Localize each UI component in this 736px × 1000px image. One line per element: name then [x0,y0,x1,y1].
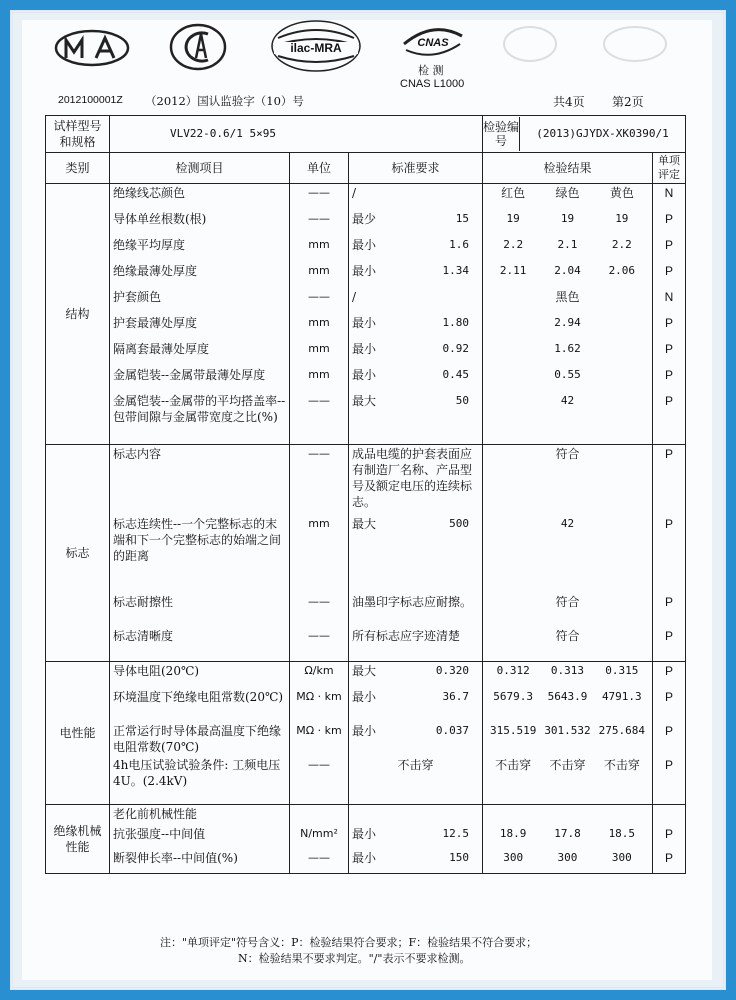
result-cell [483,288,653,314]
result-cell [483,756,653,805]
result-value: 18.5 [608,827,636,840]
eval-cell: P [653,688,686,722]
col-requirement: 标准要求 [349,153,483,184]
result-cell [483,184,653,211]
eval-cell: P [653,825,686,849]
approval-number: （2012）国认监验字（10）号 [145,94,304,108]
requirement-text: 最大 [352,664,377,678]
requirement-text: 油墨印字标志应耐擦。 [352,595,473,609]
column-header-row [46,153,686,184]
requirement-value: 50 [455,394,469,407]
requirement-text: 成品电缆的护套表面应有制造厂名称、产品型号及额定电压的连续标志。 [352,447,473,509]
result-cell [483,593,653,627]
requirement-text: 最大 [352,394,377,408]
result-value: 42 [560,517,575,530]
requirement-cell [349,627,483,662]
col-item: 检测项目 [110,153,290,184]
result-value: 19 [615,212,629,225]
test-item: 金属铠装--金属带最薄处厚度 [110,366,290,392]
result-value: 5679.3 [493,690,534,703]
table-row [46,515,686,593]
result-value: 2.11 [499,264,527,277]
result-cell [483,662,653,689]
cnas-caption: 检 测 [418,64,444,77]
eval-cell: P [653,210,686,236]
unit-cell: MΩ · km [290,722,349,756]
unit-cell: N/mm² [290,825,349,849]
result-cell [483,392,653,445]
result-cell [483,210,653,236]
requirement-cell [349,722,483,756]
requirement-cell [349,662,483,689]
requirement-cell [349,805,483,826]
requirement-cell [349,688,483,722]
faded-logo-icon [500,24,560,64]
requirement-value: 0.037 [435,724,469,737]
requirement-value: 500 [449,517,469,530]
test-item: 老化前机械性能 [110,805,290,826]
sample-label: 试样型号和规格 [46,116,110,153]
result-value: 300 [557,851,578,864]
test-item: 环境温度下绝缘电阻常数(20℃) [110,688,290,722]
cal-logo-icon [168,22,228,72]
unit-cell: mm [290,366,349,392]
result-value: 不击穿 [549,758,586,772]
requirement-cell [349,288,483,314]
test-item: 护套最薄处厚度 [110,314,290,340]
report-number: 2012100001Z [58,94,123,106]
faded-logo-icon [600,24,670,64]
result-cell [483,805,653,826]
eval-cell: P [653,515,686,593]
requirement-value: 0.45 [442,368,469,381]
unit-cell: mm [290,515,349,593]
unit-cell: mm [290,314,349,340]
inspect-number: (2013)GJYDX-XK0390/1 [536,127,669,140]
result-value: 2.94 [554,316,581,329]
unit-cell: mm [290,340,349,366]
table-row [46,756,686,805]
category-cell: 标志 [46,445,110,662]
cnas-logo-icon [400,24,466,58]
requirement-cell [349,340,483,366]
result-value: 1.62 [554,342,581,355]
requirement-text: 最大 [352,517,377,531]
col-unit: 单位 [290,153,349,184]
eval-cell: P [653,756,686,805]
requirement-text: 最小 [352,368,377,382]
result-value: 0.315 [605,664,639,677]
unit-cell: —— [290,445,349,516]
col-result: 检验结果 [483,153,653,184]
eval-cell: P [653,392,686,445]
requirement-cell [349,445,483,516]
eval-cell: P [653,366,686,392]
sample-row [46,116,686,153]
result-value: 2.1 [557,238,578,251]
requirement-text: 不击穿 [397,758,434,772]
unit-cell [290,805,349,826]
table-row [46,849,686,874]
category-cell: 绝缘机械性能 [46,805,110,874]
note-line-2: N：检验结果不要求判定。"/"表示不要求检测。 [238,952,471,965]
test-item: 导体电阻(20℃) [110,662,290,689]
cnas-code: CNAS L1000 [400,78,465,90]
unit-cell: —— [290,756,349,805]
result-value: 不击穿 [603,758,640,772]
eval-cell [653,805,686,826]
requirement-value: 12.5 [442,827,469,840]
requirement-cell [349,314,483,340]
requirement-value: 0.92 [442,342,469,355]
result-value: 0.313 [550,664,585,677]
result-cell [483,445,653,516]
result-value: 275.684 [598,724,645,737]
requirement-value: 150 [449,851,469,864]
requirement-text: 最小 [352,238,377,252]
requirement-text: 最少 [352,212,377,226]
requirement-value: 1.80 [442,316,469,329]
inspect-cell [483,116,686,153]
eval-cell: P [653,849,686,874]
result-cell [483,314,653,340]
test-item: 标志内容 [110,445,290,516]
result-value: 2.2 [503,238,524,251]
result-cell [483,825,653,849]
table-row [46,288,686,314]
unit-cell: Ω/km [290,662,349,689]
eval-cell: P [653,593,686,627]
table-row [46,210,686,236]
requirement-text: / [352,186,357,200]
test-item: 护套颜色 [110,288,290,314]
test-item: 绝缘平均厚度 [110,236,290,262]
result-value: 黄色 [609,186,634,200]
requirement-text: 最小 [352,316,377,330]
eval-cell: P [653,445,686,516]
result-cell [483,236,653,262]
table-row [46,314,686,340]
table-row [46,236,686,262]
test-item: 绝缘最薄处厚度 [110,262,290,288]
eval-cell: P [653,722,686,756]
table-row [46,445,686,516]
requirement-value: 15 [455,212,469,225]
requirement-cell [349,262,483,288]
test-item: 绝缘线芯颜色 [110,184,290,211]
result-value: 符合 [555,595,580,609]
result-value: 18.9 [499,827,527,840]
test-item: 标志耐擦性 [110,593,290,627]
cnas-text: CNAS [417,37,449,49]
requirement-text: 所有标志应字迹清楚 [352,629,461,643]
requirement-text: 最小 [352,724,377,738]
col-eval: 单项评定 [653,153,686,184]
table-row [46,805,686,826]
eval-cell: P [653,340,686,366]
requirement-cell [349,756,483,805]
unit-cell: —— [290,849,349,874]
inspect-label: 检验编号 [483,117,520,151]
table-row [46,184,686,211]
requirement-cell [349,392,483,445]
result-value: 黑色 [555,290,580,304]
category-cell: 电性能 [46,662,110,805]
result-cell [483,515,653,593]
requirement-text: 最小 [352,851,377,865]
eval-cell: P [653,314,686,340]
unit-cell: —— [290,288,349,314]
test-item: 抗张强度--中间值 [110,825,290,849]
unit-cell: mm [290,236,349,262]
eval-cell: P [653,627,686,662]
result-value: 0.55 [554,368,581,381]
col-category: 类别 [46,153,110,184]
table-row [46,722,686,756]
ilac-text: ilac-MRA [290,41,342,55]
table-row [46,662,686,689]
ilac-mra-logo-icon [268,18,364,74]
requirement-text: / [352,290,357,304]
page-number: 第2页 [612,95,644,109]
result-value: 绿色 [555,186,580,200]
result-cell [483,849,653,874]
table-row [46,593,686,627]
requirement-value: 36.7 [442,690,469,703]
test-item: 金属铠装--金属带的平均搭盖率--包带间隙与金属带宽度之比(%) [110,392,290,445]
total-pages: 共4页 [553,95,585,109]
eval-cell: P [653,262,686,288]
sample-model: VLV22-0.6/1 5×95 [110,116,483,153]
result-value: 符合 [555,447,580,461]
unit-cell: mm [290,262,349,288]
result-value: 17.8 [554,827,581,840]
test-item: 标志连续性--一个完整标志的末端和下一个完整标志的始端之间的距离 [110,515,290,593]
eval-cell: P [653,236,686,262]
eval-cell: N [653,184,686,211]
result-cell [483,688,653,722]
requirement-cell [349,825,483,849]
result-value: 300 [503,851,524,864]
result-value: 0.312 [496,664,530,677]
table-row [46,366,686,392]
test-item: 标志清晰度 [110,627,290,662]
category-cell: 结构 [46,184,110,445]
requirement-cell [349,593,483,627]
requirement-text: 最小 [352,827,377,841]
table-row [46,392,686,445]
requirement-cell [349,515,483,593]
result-value: 4791.3 [601,690,642,703]
requirement-text: 最小 [352,264,377,278]
test-item: 4h电压试验试验条件: 工频电压4U。(2.4kV) [110,756,290,805]
result-value: 19 [506,212,520,225]
result-value: 红色 [501,186,526,200]
test-item: 正常运行时导体最高温度下绝缘电阻常数(70℃) [110,722,290,756]
requirement-value: 1.34 [442,264,469,277]
unit-cell: —— [290,210,349,236]
result-value: 2.2 [611,238,632,251]
result-value: 301.532 [544,724,591,737]
result-value: 5643.9 [547,690,588,703]
result-cell [483,262,653,288]
ma-logo-icon [52,28,132,68]
table-row [46,262,686,288]
unit-cell: —— [290,392,349,445]
requirement-value: 0.320 [435,664,469,677]
test-item: 断裂伸长率--中间值(%) [110,849,290,874]
unit-cell: —— [290,627,349,662]
requirement-cell [349,236,483,262]
result-value: 符合 [555,629,580,643]
result-value: 315.519 [489,724,537,737]
requirement-cell [349,184,483,211]
result-value: 2.04 [554,264,581,277]
requirement-cell [349,849,483,874]
unit-cell: —— [290,593,349,627]
result-value: 300 [611,851,632,864]
result-value: 不击穿 [495,758,532,772]
eval-cell: N [653,288,686,314]
result-cell [483,627,653,662]
requirement-value: 1.6 [449,238,469,251]
test-report-table [45,115,686,874]
requirement-cell [349,366,483,392]
result-cell [483,340,653,366]
result-value: 19 [560,212,575,225]
requirement-text: 最小 [352,342,377,356]
eval-cell: P [653,662,686,689]
unit-cell: —— [290,184,349,211]
unit-cell: MΩ · km [290,688,349,722]
table-row [46,627,686,662]
result-value: 2.06 [608,264,636,277]
result-cell [483,366,653,392]
note-line-1: 注："单项评定"符号含义：P：检验结果符合要求；F：检验结果不符合要求； [160,936,538,949]
result-cell [483,722,653,756]
table-row [46,340,686,366]
requirement-text: 最小 [352,690,377,704]
requirement-cell [349,210,483,236]
test-item: 隔离套最薄处厚度 [110,340,290,366]
test-item: 导体单丝根数(根) [110,210,290,236]
table-row [46,825,686,849]
result-value: 42 [560,394,575,407]
table-row [46,688,686,722]
